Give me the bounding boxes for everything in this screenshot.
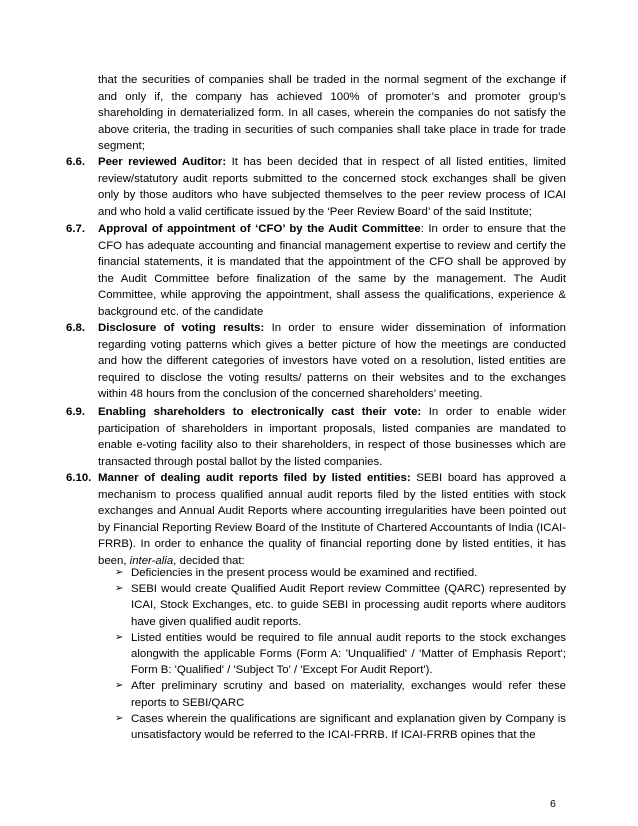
page-number: 6	[550, 798, 556, 810]
section-italic: inter-alia	[129, 554, 174, 567]
section-heading: Disclosure of voting results:	[98, 322, 265, 334]
section-tail: , decided that:	[173, 554, 245, 567]
list-item: ➢ SEBI would create Qualified Audit Report review Committee (QARC) represented by ICAI, Stock Exchanges, etc. to guide SEBI in processing audit reports where auditors have given qualified audit reports.	[115, 583, 566, 628]
arrow-bullet-icon: ➢	[115, 680, 124, 692]
section-6-8	[66, 320, 566, 403]
section-number: 6.9.	[66, 406, 85, 418]
section-text: It has been decided that in respect of all listed entities, limited review/statutory audit reports submitted to the concerned stock exchanges shall be given only by those auditors who have subjected themselves to the peer review process of ICAI and who hold a valid certificate issued by the ‘Peer Review Board’ of the said Institute;	[98, 156, 566, 218]
section-number: 6.10.	[66, 472, 92, 484]
list-item: ➢ Cases wherein the qualifications are significant and explanation given by Company is unsatisfactory would be referred to the ICAI-FRRB. If ICAI-FRRB opines that the	[115, 712, 566, 742]
bullet-list	[115, 565, 566, 743]
section-heading: Manner of dealing audit reports filed by listed entities:	[98, 472, 411, 484]
section-number: 6.8.	[66, 322, 85, 334]
section-heading: Enabling shareholders to electronically cast their vote:	[98, 406, 422, 418]
section-text: : In order to ensure that the CFO has adequate accounting and financial management expertise to review and certify the financial statements, it is mandated that the appointment of the CFO shall be approved by the Audit Committee before finalization of the same by the management. The Audit Committee, while approving the appointment, shall assess the qualifications, experience & background etc. of the candidate	[98, 223, 566, 318]
section-text: In order to ensure wider dissemination of information regarding voting patterns which gives a better picture of how the meetings are conducted and how the different categories of investors have voted on a resolution, listed entities are required to disclose the voting results/ patterns on their websites and to the exchanges within 48 hours from the conclusion of the concerned shareholders’ meeting.	[98, 322, 566, 401]
arrow-bullet-icon: ➢	[115, 712, 124, 724]
section-6-6	[66, 154, 566, 220]
section-6-7	[66, 221, 566, 321]
arrow-bullet-icon: ➢	[115, 567, 124, 578]
arrow-bullet-icon: ➢	[115, 583, 124, 595]
section-6-10	[66, 470, 566, 570]
section-text: SEBI board has approved a mechanism to process qualified annual audit reports filed by the listed entities with stock exchanges and Annual Audit Reports where accounting irregularities have been pointed out by Financial Reporting Review Board of the Institute of Chartered Accountants of India (ICAI-FRRB). In order to enhance the quality of financial reporting done by listed entities, it has been,	[98, 472, 566, 567]
section-number: 6.6.	[66, 156, 85, 168]
list-item: ➢ Listed entities would be required to file annual audit reports to the stock exchanges alongwith the applicable Forms (Form A: 'Unqualified' / 'Matter of Emphasis Report'; Form B: 'Qualified' / 'Subject To' / 'Except For Audit Report').	[115, 631, 566, 677]
intro-paragraph: that the securities of companies shall be traded in the normal segment of the exchange if and only if, the company has achieved 100% of promoter’s and promoter group’s shareholding in dematerialized form. In all cases, wherein the companies do not satisfy the above criteria, the trading in securities of such companies shall take place in trade for trade segment;	[98, 74, 566, 153]
section-heading: Approval of appointment of ‘CFO’ by the Audit Committee	[98, 223, 421, 235]
section-number: 6.7.	[66, 223, 85, 235]
section-6-9	[66, 404, 566, 470]
list-item: ➢ Deficiencies in the present process would be examined and rectified.	[115, 565, 566, 581]
section-heading: Peer reviewed Auditor:	[98, 156, 227, 168]
section-text: In order to enable wider participation of shareholders in important proposals, listed companies are mandated to enable e-voting facility also to their shareholders, in respect of those businesses which are transacted through postal ballot by the listed companies.	[98, 406, 567, 468]
arrow-bullet-icon: ➢	[115, 631, 124, 643]
list-item: ➢ After preliminary scrutiny and based on materiality, exchanges would refer these reports to SEBI/QARC	[115, 680, 566, 709]
